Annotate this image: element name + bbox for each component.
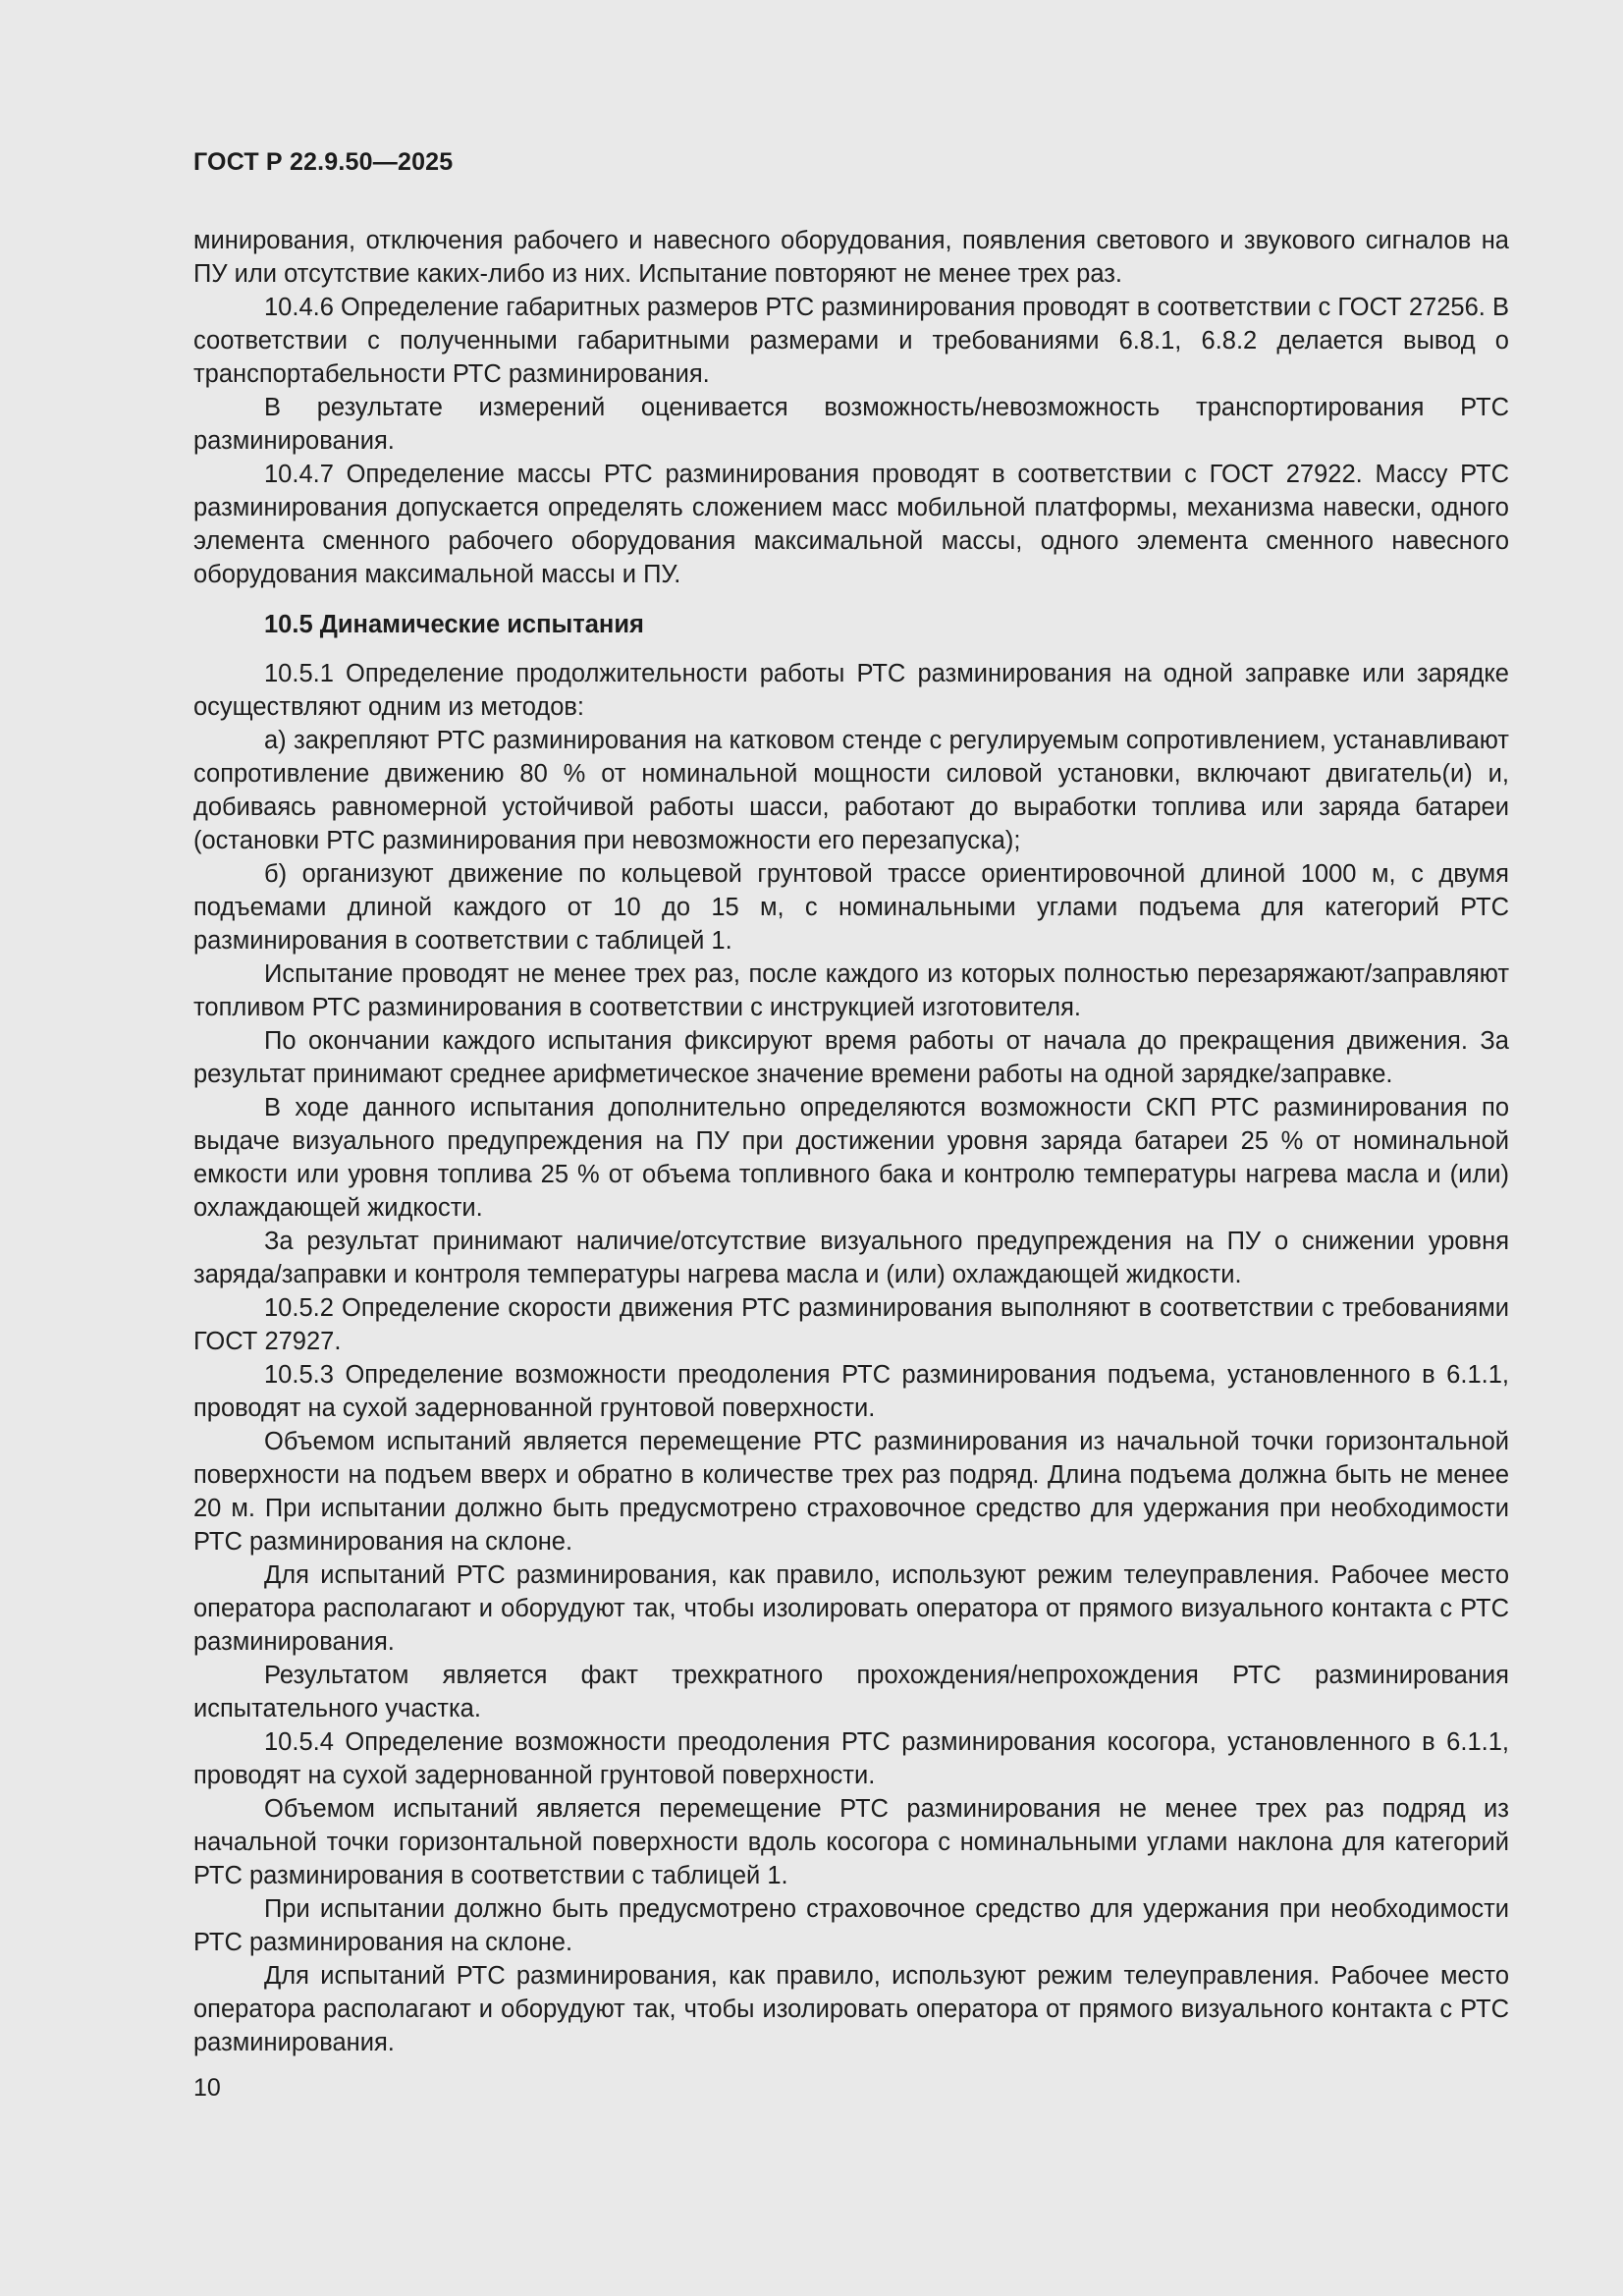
body-paragraph: 10.4.7 Определение массы РТС разминирования проводят в соответствии с ГОСТ 27922. Массу РТС разминирования допускается определять сложением масс мобильной платформы, механизма навески, одного элемента сменного рабочего оборудования максимальной массы, одного элемента сменного навесного оборудования максимальной массы и ПУ.: [193, 461, 1509, 588]
document-header: ГОСТ Р 22.9.50—2025: [193, 148, 454, 176]
body-paragraph: Для испытаний РТС разминирования, как правило, используют режим телеуправления. Рабочее место оператора располагают и оборудуют так, чтобы изолировать оператора от прямого визуального контакта с РТС разминирования.: [193, 1561, 1509, 1656]
body-paragraph: 10.5.4 Определение возможности преодоления РТС разминирования косогора, установленного в 6.1.1, проводят на сухой задернованной грунтовой поверхности.: [193, 1728, 1509, 1789]
body-paragraph: 10.4.6 Определение габаритных размеров РТС разминирования проводят в соответствии с ГОСТ 27256. В соответствии с полученными габаритными размерами и требованиями 6.8.1, 6.8.2 делается вывод о транспортабельности РТС разминирования.: [193, 294, 1509, 388]
body-paragraph: В ходе данного испытания дополнительно определяются возможности СКП РТС разминирования по выдаче визуального предупреждения на ПУ при достижении уровня заряда батареи 25 % от номинальной емкости или уровня топлива 25 % от объема топливного бака и контролю температуры нагрева масла и (или) охлаждающей жидкости.: [193, 1094, 1509, 1222]
list-item: б) организуют движение по кольцевой грунтовой трассе ориентировочной длиной 1000 м, с двумя подъемами длиной каждого от 10 до 15 м, с номинальными углами подъема для категорий РТС разминирования в соответствии с таблицей 1.: [193, 860, 1509, 955]
body-paragraph: Испытание проводят не менее трех раз, после каждого из которых полностью перезаряжают/заправляют топливом РТС разминирования в соответствии с инструкцией изготовителя.: [193, 960, 1509, 1021]
section-heading: 10.5 Динамические испытания: [264, 611, 644, 638]
list-item: а) закрепляют РТС разминирования на катковом стенде с регулируемым сопротивлением, устанавливают сопротивление движению 80 % от номинальной мощности силовой установки, включают двигатель(и) и, добиваясь равномерной устойчивой работы шасси, работают до выработки топлива или заряда батареи (остановки РТС разминирования при невозможности его перезапуска);: [193, 727, 1509, 854]
page-number: 10: [193, 2074, 221, 2102]
body-paragraph: Для испытаний РТС разминирования, как правило, используют режим телеуправления. Рабочее место оператора располагают и оборудуют так, чтобы изолировать оператора от прямого визуального контакта с РТС разминирования.: [193, 1962, 1509, 2056]
body-paragraph: Результатом является факт трехкратного прохождения/непрохождения РТС разминирования испытательного участка.: [193, 1662, 1509, 1722]
body-paragraph: 10.5.3 Определение возможности преодоления РТС разминирования подъема, установленного в 6.1.1, проводят на сухой задернованной грунтовой поверхности.: [193, 1361, 1509, 1422]
body-paragraph: 10.5.2 Определение скорости движения РТС разминирования выполняют в соответствии с требованиями ГОСТ 27927.: [193, 1294, 1509, 1355]
body-paragraph: Объемом испытаний является перемещение РТС разминирования из начальной точки горизонтальной поверхности на подъем вверх и обратно в количестве трех раз подряд. Длина подъема должна быть не менее 20 м. При испытании должно быть предусмотрено страховочное средство для удержания при необходимости РТС разминирования на склоне.: [193, 1428, 1509, 1556]
body-paragraph: В результате измерений оценивается возможность/невозможность транспортирования РТС разминирования.: [193, 394, 1509, 455]
body-paragraph: При испытании должно быть предусмотрено страховочное средство для удержания при необходимости РТС разминирования на склоне.: [193, 1895, 1509, 1956]
body-paragraph: По окончании каждого испытания фиксируют время работы от начала до прекращения движения. За результат принимают среднее арифметическое значение времени работы на одной зарядке/заправке.: [193, 1027, 1509, 1088]
body-paragraph: 10.5.1 Определение продолжительности работы РТС разминирования на одной заправке или зарядке осуществляют одним из методов:: [193, 660, 1509, 721]
body-paragraph: За результат принимают наличие/отсутствие визуального предупреждения на ПУ о снижении уровня заряда/заправки и контроля температуры нагрева масла и (или) охлаждающей жидкости.: [193, 1228, 1509, 1288]
body-paragraph: Объемом испытаний является перемещение РТС разминирования не менее трех раз подряд из начальной точки горизонтальной поверхности вдоль косогора с номинальными углами наклона для категорий РТС разминирования в соответствии с таблицей 1.: [193, 1795, 1509, 1889]
document-body: [193, 224, 1509, 2059]
body-paragraph: минирования, отключения рабочего и навесного оборудования, появления светового и звукового сигналов на ПУ или отсутствие каких-либо из них. Испытание повторяют не менее трех раз.: [193, 227, 1509, 288]
